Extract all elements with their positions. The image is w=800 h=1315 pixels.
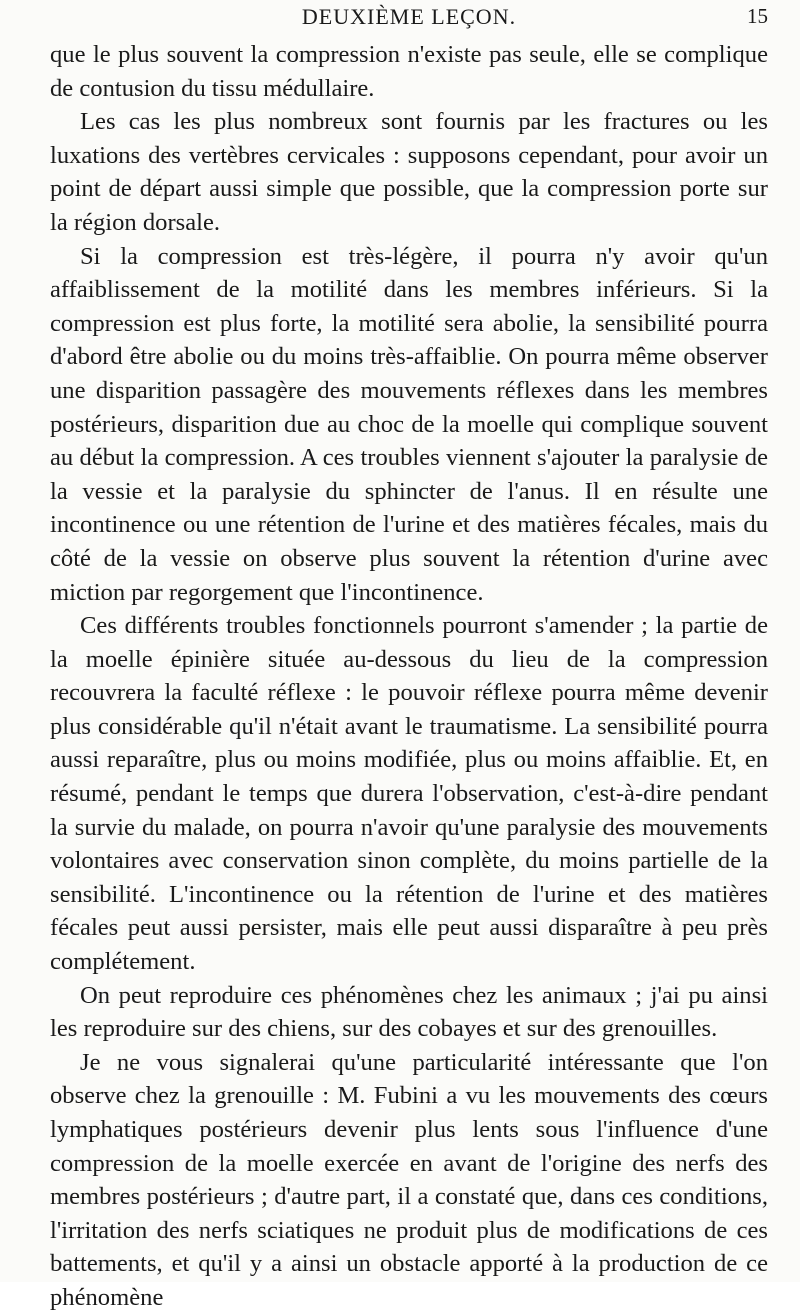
paragraph: Si la compression est très-légère, il pourra n'y avoir qu'un affaiblissement de la motilité dans les membres inférieurs. Si la compression est plus forte, la motilité sera abolie, la sensibilité pourra d'abord être abolie ou du moins très-affaiblie. On pourra même observer une disparition passagère des mouvements réflexes dans les membres postérieurs, disparition due au choc de la moelle qui complique souvent au début la compression. A ces troubles viennent s'ajouter la paralysie de la vessie et la paralysie du sphincter de l'anus. Il en résulte une incontinence ou une rétention de l'urine et des matières fécales, mais du côté de la vessie on observe plus souvent la rétention d'urine avec miction par regorgement que l'incontinence. (50, 242, 768, 606)
body-text (50, 38, 768, 1315)
paragraph: Je ne vous signalerai qu'une particularité intéressante que l'on observe chez la grenouille : M. Fubini a vu les mouvements des cœurs lymphatiques postérieurs devenir plus lents sous l'influence d'une compression de la moelle exercée en avant de l'origine des nerfs des membres postérieurs ; d'autre part, il a constaté que, dans ces conditions, l'irritation des nerfs sciatiques ne produit plus de modifications de ces battements, et qu'il y a ainsi un obstacle apporté à la production de ce phénomène (50, 1048, 768, 1311)
chapter-title: DEUXIÈME LEÇON. (301, 4, 517, 29)
paragraph: que le plus souvent la compression n'existe pas seule, elle se complique de contusion du tissu médullaire. (50, 41, 768, 102)
running-head (50, 4, 768, 34)
paragraph: On peut reproduire ces phénomènes chez les animaux ; j'ai pu ainsi les reproduire sur des chiens, sur des cobayes et sur des grenouilles. (50, 981, 768, 1043)
paragraph: Ces différents troubles fonctionnels pourront s'amender ; la partie de la moelle épinière située au-dessous du lieu de la compression recouvrera la faculté réflexe : le pouvoir réflexe pourra même devenir plus considérable qu'il n'était avant le traumatisme. La sensibilité pourra aussi reparaître, plus ou moins modifiée, plus ou moins affaiblie. Et, en résumé, pendant le temps que durera l'observation, c'est-à-dire pendant la survie du malade, on pourra n'avoir qu'une paralysie des mouvements volontaires avec conservation sinon complète, du moins partielle de la sensibilité. L'incontinence ou la rétention de l'urine et des matières fécales peut aussi persister, mais elle peut aussi disparaître à peu près complétement. (50, 612, 768, 976)
paragraph: Les cas les plus nombreux sont fournis par les fractures ou les luxations des vertèbres cervicales : supposons cependant, pour avoir un point de départ aussi simple que possible, que la compression porte sur la région dorsale. (50, 108, 768, 236)
page-number: 15 (747, 4, 768, 28)
